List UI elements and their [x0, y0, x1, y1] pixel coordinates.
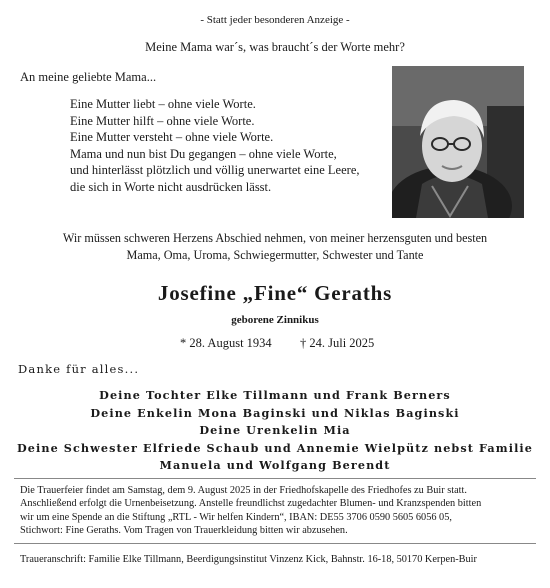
poem-line: und hinterlässt plötzlich und völlig unerwartet eine Leere, — [70, 163, 360, 178]
poem-line: die sich in Worte nicht ausdrücken lässt. — [70, 179, 272, 194]
service-line: Stichwort: Fine Geraths. Vom Tragen von Trauerkleidung bitten wir abzusehen. — [20, 524, 348, 536]
birth-date: * 28. August 1934 — [180, 336, 272, 350]
mourner-line: Deine Tochter Elke Tillmann und Frank Berners — [99, 388, 451, 402]
service-line: wir um eine Spende an die Stiftung „RTL - Wir helfen Kindern“, IBAN: DE55 3706 0590 5605 6056 05, — [20, 511, 452, 523]
poem-line: Mama und nun bist Du gegangen – ohne viele Worte, — [70, 146, 337, 161]
portrait-photo — [392, 66, 524, 218]
divider — [14, 478, 536, 479]
opening-quote: Meine Mama war´s, was braucht´s der Worte mehr? — [145, 40, 405, 54]
service-line: Anschließend erfolgt die Urnenbeisetzung. Anstelle freundlichst zugedachter Blumen- und Kranzspenden bitten — [20, 498, 482, 510]
divider — [14, 543, 536, 544]
header-note: - Statt jeder besonderen Anzeige - — [200, 14, 350, 26]
poem-line: Eine Mutter hilft – ohne viele Worte. — [70, 113, 255, 128]
farewell-line: Wir müssen schweren Herzens Abschied nehmen, von meiner herzensguten und besten — [62, 231, 488, 245]
portrait-illustration — [392, 66, 524, 218]
thanks-line: Danke für alles... — [18, 362, 140, 376]
farewell-line: Mama, Oma, Uroma, Schwiegermutter, Schwester und Tante — [126, 248, 424, 262]
mourner-line: Deine Urenkelin Mia — [199, 423, 351, 438]
poem-line: Eine Mutter versteht – ohne viele Worte. — [70, 130, 274, 145]
mourner-line: Deine Enkelin Mona Baginski und Niklas Baginski — [90, 405, 460, 420]
mourner-line: Deine Schwester Elfriede Schaub und Annemie Wielpütz nebst Familie — [16, 440, 533, 455]
service-details — [20, 484, 481, 537]
deceased-name: Josefine „Fine“ Geraths — [157, 281, 393, 305]
salutation: An meine geliebte Mama... — [20, 70, 157, 84]
poem-line: Eine Mutter liebt – ohne viele Worte. — [70, 97, 256, 111]
death-date: † 24. Juli 2025 — [300, 336, 375, 350]
service-line: Die Trauerfeier findet am Samstag, dem 9. August 2025 in der Friedhofskapelle des Friedhofes zu Buir statt. — [20, 485, 467, 496]
mourners-list — [0, 387, 550, 475]
mourning-address: Traueranschrift: Familie Elke Tillmann, Beerdigungsinstitut Vinzenz Kick, Bahnstr. 16-18, 50170 Kerpen-Buir — [20, 554, 477, 565]
maiden-name: geborene Zinnikus — [231, 314, 319, 326]
poem — [70, 96, 360, 196]
farewell-text — [0, 230, 550, 264]
mourner-line: Manuela und Wolfgang Berendt — [159, 458, 391, 473]
